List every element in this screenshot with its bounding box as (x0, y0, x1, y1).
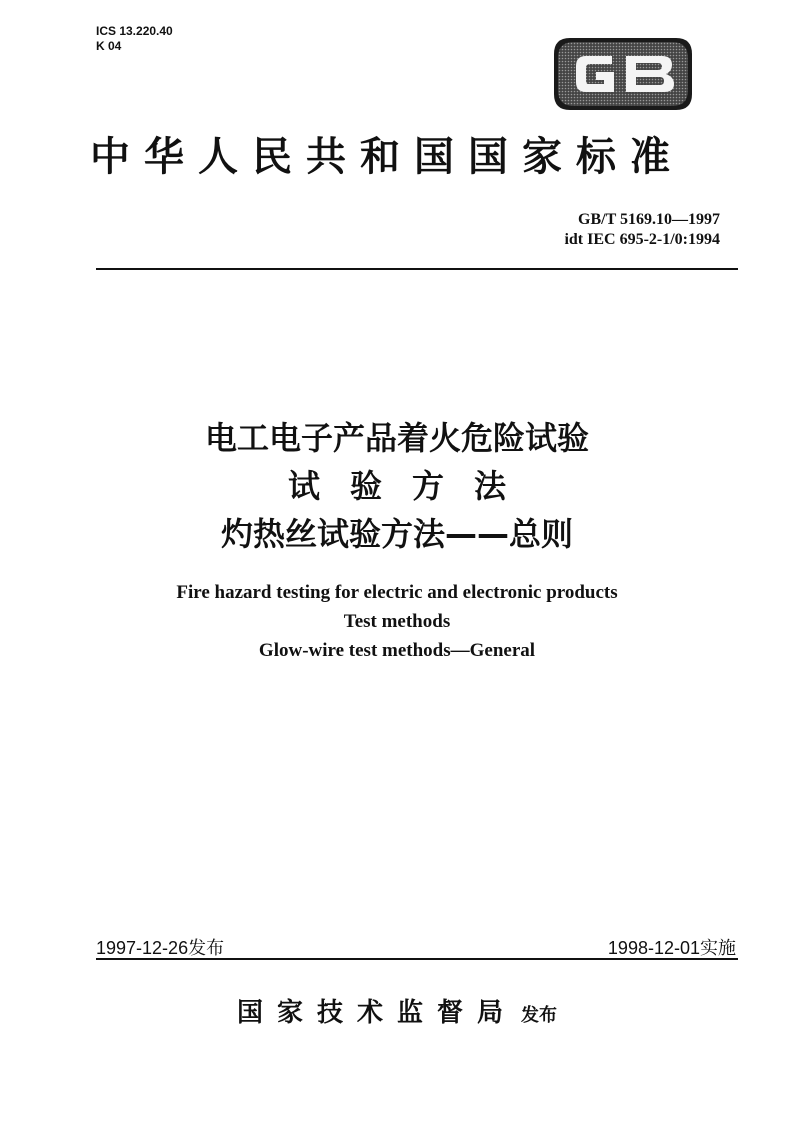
gb-logo-graphic (552, 36, 694, 112)
implementation-date: 1998-12-01实施 (607, 938, 736, 958)
english-title-line-2: Test methods (343, 611, 451, 632)
chinese-title-line-2: 试验方法 (287, 467, 536, 505)
chinese-title (0, 414, 794, 558)
english-title (0, 578, 794, 665)
issuer-suffix: 发布 (521, 1005, 557, 1026)
standard-number: GB/T 5169.10—1997 (578, 211, 720, 228)
gb-logo (552, 36, 694, 112)
top-divider (96, 268, 738, 270)
ics-block (96, 24, 173, 54)
english-title-line-1: Fire hazard testing for electric and electronic products (176, 582, 618, 603)
chinese-title-line-3: 灼热丝试验方法——总则 (220, 515, 573, 553)
ics-code: ICS 13.220.40 (96, 24, 173, 38)
chinese-title-line-1: 电工电子产品着火危险试验 (204, 419, 589, 457)
english-title-line-3: Glow-wire test methods—General (258, 640, 536, 661)
bottom-divider (96, 958, 738, 960)
national-standard-title: 中华人民共和国国家标准 (90, 133, 684, 180)
category-code: K 04 (96, 39, 122, 53)
standard-equivalent: idt IEC 695-2-1/0:1994 (564, 231, 720, 248)
issuer-name: 国家技术监督局 (236, 998, 517, 1028)
standard-number-block (490, 210, 720, 250)
issue-date: 1997-12-26发布 (96, 938, 225, 958)
issuer-line (0, 992, 794, 1029)
